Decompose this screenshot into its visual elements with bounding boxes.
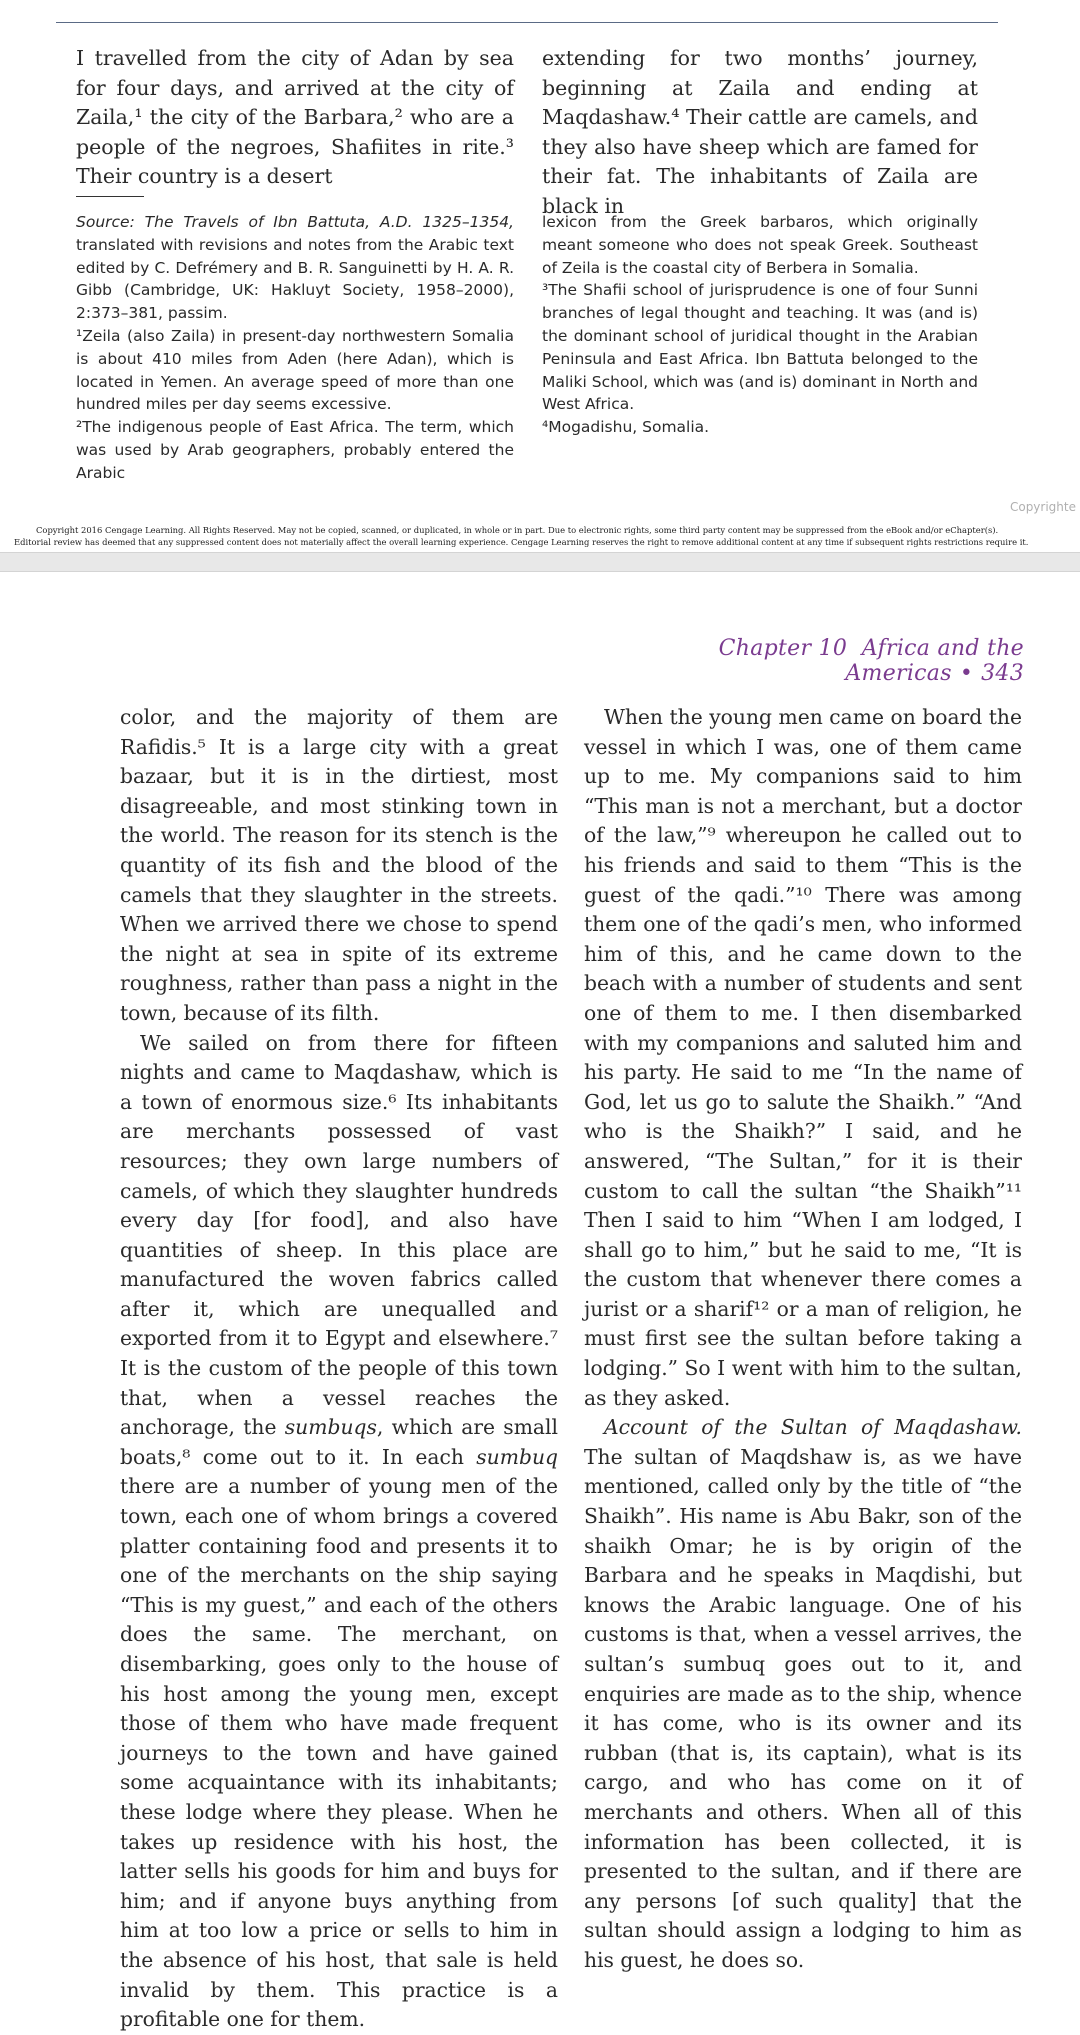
page-number: 343 (981, 661, 1024, 686)
body-text-right-top: extending for two months’ journey, beginning at Zaila and ending at Maqdashaw.⁴ Their cattle are camels, and they also have sheep which are famed for their fat. The inhabitants of Zaila are black in (542, 46, 978, 218)
top-rule (56, 22, 998, 23)
page-top-excerpt (0, 0, 1080, 548)
term-sumbuq: sumbuqs (284, 1415, 377, 1440)
paragraph: When the young men came on board the vessel in which I was, one of them came up to me. My companions said to him “This man is not a merchant, but a doctor of the law,”⁹ whereupon he called out to his friends and said to them “This is the guest of the qadi.”¹⁰ There was among them one of the qadi’s men, who informed him of this, and he came down to the beach with a number of students and sent one of them to me. I then disembarked with my companions and saluted him and his party. He said to me “In the name of God, let us go to salute the Shaikh.” “And who is the Shaikh?” I said, and he answered, “The Sultan,” for it is their custom to call the sultan “the Shaikh”¹¹ Then I said to him “When I am lodged, I shall go to him,” but he said to me, “It is the custom that whenever there comes a jurist or a sharif¹² or a man of religion, he must first see the sultan before taking a lodging.” So I went with him to the sultan, as they asked. (584, 705, 1022, 1410)
footnote-2-end: lexicon from the Greek barbaros, which originally meant someone who does not speak Greek. Southeast of Zeila is the coastal city of Berbera in Somalia. (542, 213, 978, 277)
copyright-watermark: Copyrighte (1009, 500, 1076, 514)
paragraph: color, and the majority of them are Rafidis.⁵ It is a large city with a great bazaar, but it is in the dirtiest, most disagreeable, and most stinking town in the world. The reason for its stench is the quantity of its fish and the blood of the camels that they slaughter in the streets. When we arrived there we chose to spend the night at sea in spite of its extreme roughness, rather than pass a night in the town, because of its filth. (120, 705, 558, 1025)
chapter-label: Chapter 10 (718, 636, 848, 661)
footnote-rule (76, 196, 144, 197)
footnote-source (76, 211, 514, 325)
footnote-source-text: translated with revisions and notes from the Arabic text edited by C. Defrémery and B. R. Sanguinetti by H. A. R. Gibb (Cambridge, UK: Hakluyt Society, 1958–2000), 2:373–381, passim. (76, 235, 514, 323)
running-head (560, 636, 1024, 686)
section-heading: Account of the Sultan of Maqdashaw. (604, 1415, 1022, 1440)
section-text: The sultan of Maqdshaw is, as we have mentioned, called only by the title of “the Shaikh”. His name is Abu Bakr, son of the shaikh Omar; he is by origin of the Barbara and he speaks in Maqdishi, but knows the Arabic language. One of his customs is that, when a vessel arrives, the sultan’s sumbuq goes out to it, and enquiries are made as to the ship, whence it has come, who is its owner and its rubban (that is, its captain), what is its cargo, and who has come on it of merchants and others. When all of this information has been collected, it is presented to the sultan, and if there are any persons [of such quality] that the sultan should assign a lodging to him as his guest, he does so. (584, 1444, 1022, 1972)
copyright-line-2: Editorial review has deemed that any suppressed content does not materially affect the overall learning experience. Cengage Learning reserves the right to remove additional content at any time if subsequent rights restrictions require it. (14, 537, 1029, 547)
page-divider (0, 552, 1080, 572)
footnote-1: ¹Zeila (also Zaila) in present-day northwestern Somalia is about 410 miles from Aden (here Adan), which is located in Yemen. An average speed of more than one hundred miles per day seems excessive. (76, 326, 514, 414)
body-text-left (120, 703, 558, 2035)
footnote-source-lead: Source: The Travels of Ibn Battuta, A.D. 1325–1354, (76, 213, 514, 231)
footnotes-right (542, 211, 978, 439)
copyright-line-1: Copyright 2016 Cengage Learning. All Rights Reserved. May not be copied, scanned, or duplicated, in whole or in part. Due to electronic rights, some third party content may be suppressed from the eBook and/or eChapter(s). (36, 525, 999, 535)
paragraph-sultan-account (584, 1413, 1022, 1975)
footnote-2-start: ²The indigenous people of East Africa. The term, which was used by Arab geographers, probably entered the Arabic (76, 418, 514, 482)
body-text-right (584, 703, 1022, 1976)
body-text-left-top: I travelled from the city of Adan by sea for four days, and arrived at the city of Zaila,¹ the city of the Barbara,² who are a people of the negroes, Shafiites in rite.³ Their country is a desert (76, 46, 514, 188)
footnote-4: ⁴Mogadishu, Somalia. (542, 418, 710, 437)
term-sumbuq: sumbuq (476, 1444, 558, 1469)
copyright-notice (0, 524, 1080, 548)
chapter-title: Africa and the Americas (845, 636, 1024, 686)
footnote-3: ³The Shafii school of jurisprudence is one of four Sunni branches of legal thought and teaching. It was (and is) the dominant school of juridical thought in the Arabian Peninsula and East Africa. Ibn Battuta belonged to the Maliki School, which was (and is) dominant in North and West Africa. (542, 281, 978, 414)
running-head-bullet: • (959, 661, 974, 686)
footnotes-left (76, 211, 514, 485)
paragraph: We sailed on from there for fifteen nights and came to Maqdashaw, which is a town of enormous size.⁶ Its inhabitants are merchants possessed of vast resources; they own large numbers of camels, of which they slaughter hundreds every day [for food], and also have quantities of sheep. In this place are manufactured the woven fabrics called after it, which are unequalled and exported from it to Egypt and elsewhere.⁷ It is the custom of the people of this town that, when a vessel reaches the anchorage, the sumbuqs, which are small boats,⁸ come out to it. In each sumbuq there are a number of young men of the town, each one of whom brings a covered platter containing food and presents it to one of the merchants on the ship saying “This is my guest,” and each of the others does the same. The merchant, on disembarking, goes only to the house of his host among the young men, except those of them who have made frequent journeys to the town and have gained some acquaintance with its inhabitants; these lodge where they please. When he takes up residence with his host, the latter sells his goods for him and buys for him; and if anyone buys anything from him at too low a price or sells to him in the absence of his host, that sale is held invalid by them. This practice is a profitable one for them. (120, 1030, 558, 2032)
